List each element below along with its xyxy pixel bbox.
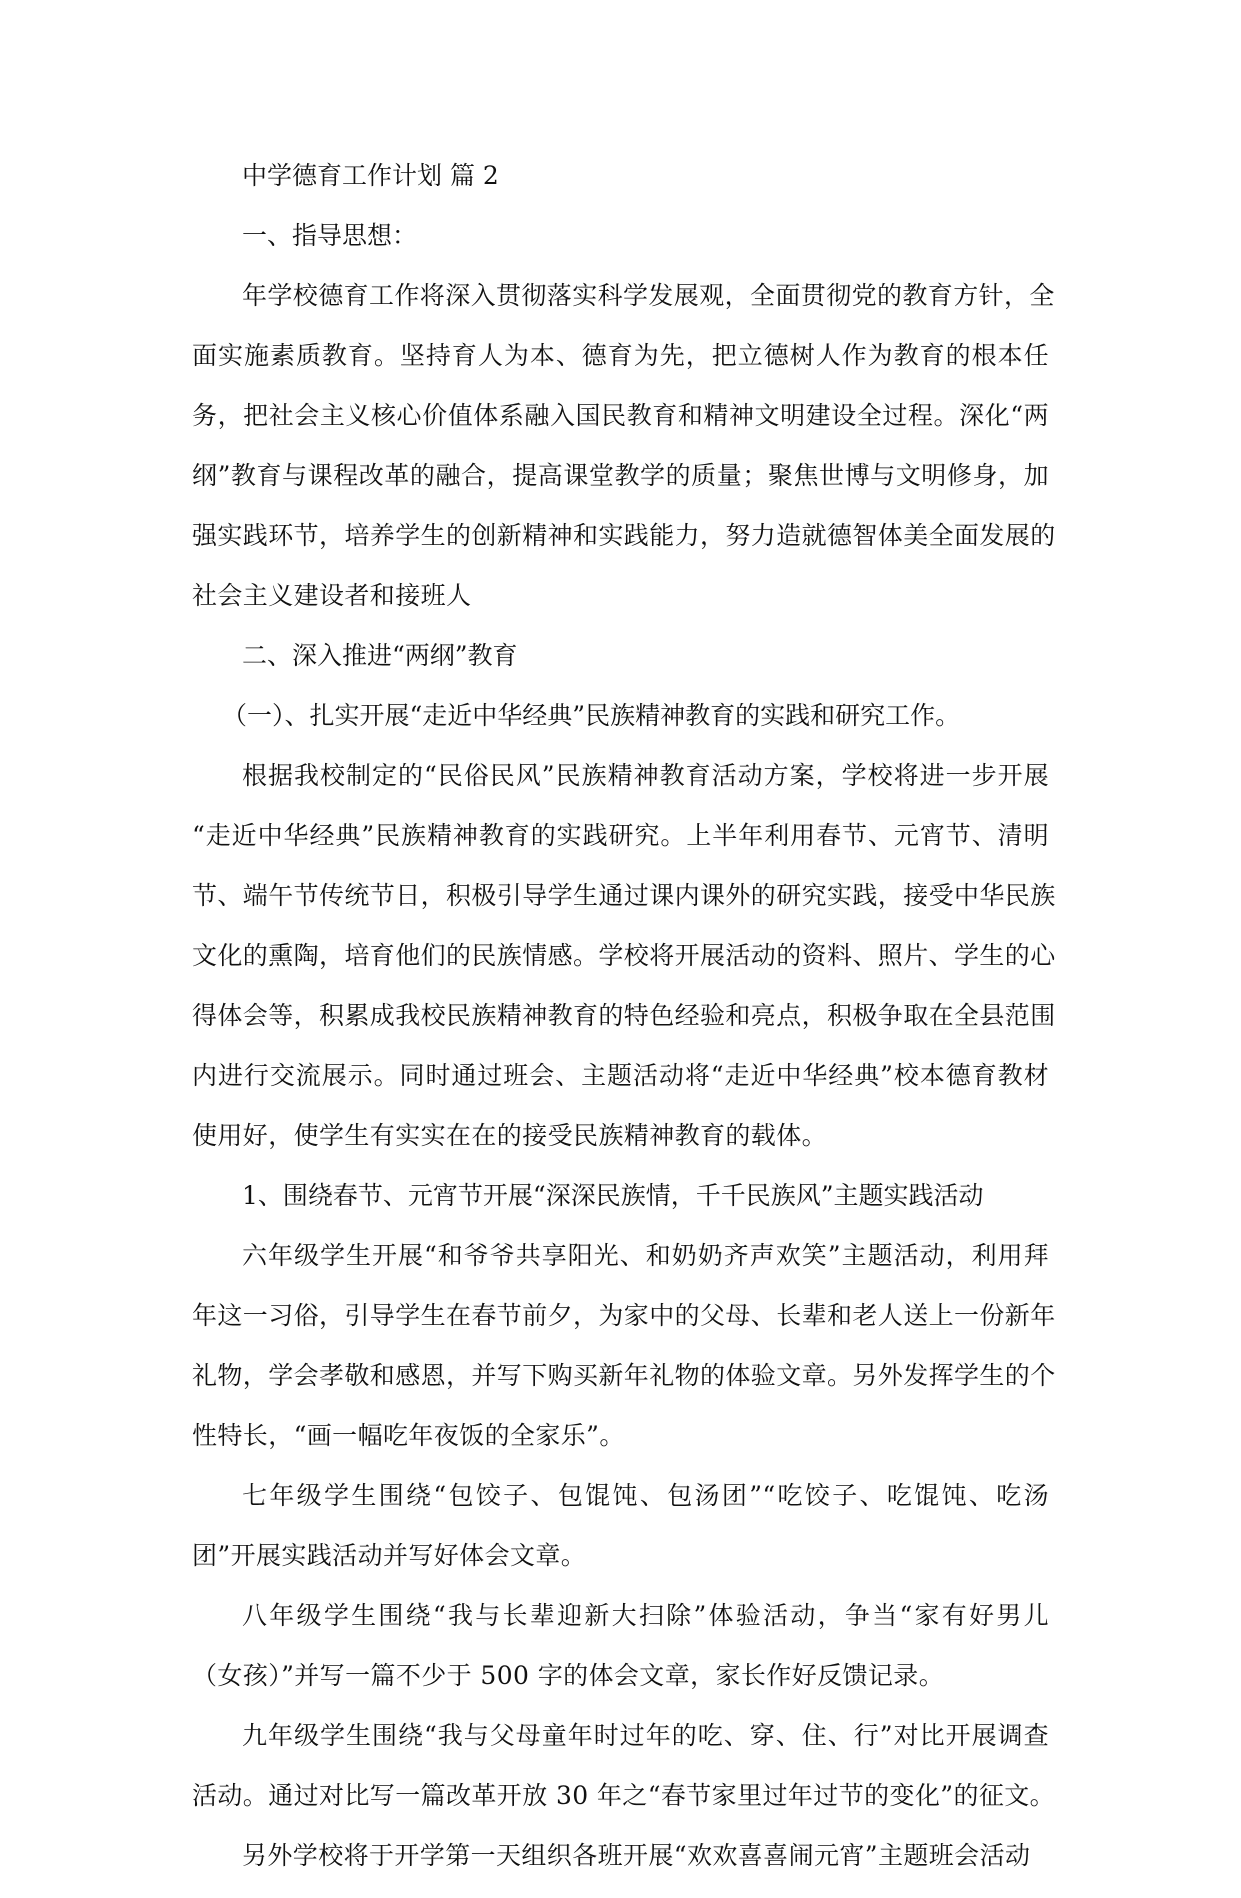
text-line: 根据我校制定的“民俗民风”民族精神教育活动方案，学校将进一步开展 [242,761,1049,790]
text-line: 内进行交流展示。同时通过班会、主题活动将“走近中华经典”校本德育教材 [192,1061,1049,1090]
text-line: 性特长，“画一幅吃年夜饭的全家乐”。 [192,1421,625,1450]
text-line: 九年级学生围绕“我与父母童年时过年的吃、穿、住、行”对比开展调查 [242,1721,1049,1750]
text-line: 面实施素质教育。坚持育人为本、德育为先，把立德树人作为教育的根本任 [192,341,1049,370]
text-line: 八年级学生围绕“我与长辈迎新大扫除”体验活动，争当“家有好男儿 [242,1601,1049,1630]
text-line: 纲”教育与课程改革的融合，提高课堂教学的质量；聚焦世博与文明修身，加 [192,461,1049,490]
text-line: 文化的熏陶，培育他们的民族情感。学校将开展活动的资料、照片、学生的心 [192,941,1056,970]
paragraph-grade-eight [192,1598,1049,1694]
text-line: “走近中华经典”民族精神教育的实践研究。上半年利用春节、元宵节、清明 [192,821,1049,850]
text-line: 另外学校将于开学第一天组织各班开展“欢欢喜喜闹元宵”主题班会活动 [242,1841,1031,1870]
paragraph-grade-seven [192,1478,1049,1574]
section-heading-two-programs: 二、深入推进“两纲”教育 [242,641,518,670]
paragraph-national-spirit [192,758,1056,1154]
subsection-heading-classics: （一）、扎实开展“走近中华经典”民族精神教育的实践和研究工作。 [222,701,961,730]
text-line: 社会主义建设者和接班人 [192,581,472,610]
text-line: 年这一习俗，引导学生在春节前夕，为家中的父母、长辈和老人送上一份新年 [192,1301,1056,1330]
paragraph-lantern-festival [192,1838,1049,1874]
text-line: 六年级学生开展“和爷爷共享阳光、和奶奶齐声欢笑”主题活动，利用拜 [242,1241,1049,1270]
text-line: 节、端午节传统节日，积极引导学生通过课内课外的研究实践，接受中华民族 [192,881,1056,910]
section-heading-guiding-ideology: 一、指导思想： [242,221,418,250]
text-line: 强实践环节，培养学生的创新精神和实践能力，努力造就德智体美全面发展的 [192,521,1056,550]
text-line: 礼物，学会孝敬和感恩，并写下购买新年礼物的体验文章。另外发挥学生的个 [192,1361,1056,1390]
document-title: 中学德育工作计划 篇 2 [242,161,499,190]
text-line: 使用好，使学生有实实在在的接受民族精神教育的载体。 [192,1121,828,1150]
document-body [192,158,1056,1898]
text-line: 务，把社会主义核心价值体系融入国民教育和精神文明建设全过程。深化“两 [192,401,1049,430]
text-line: 活动。通过对比写一篇改革开放 30 年之“春节家里过年过节的变化”的征文。 [192,1781,1056,1810]
text-line: 得体会等，积累成我校民族精神教育的特色经验和亮点，积极争取在全县范围 [192,1001,1056,1030]
text-line: 七年级学生围绕“包饺子、包馄饨、包汤团”“吃饺子、吃馄饨、吃汤 [242,1481,1049,1510]
text-line: （女孩）”并写一篇不少于 500 字的体会文章，家长作好反馈记录。 [192,1661,945,1690]
paragraph-grade-nine [192,1718,1056,1814]
text-line: 年学校德育工作将深入贯彻落实科学发展观，全面贯彻党的教育方针，全 [242,281,1055,310]
paragraph-guiding-ideology [192,278,1056,614]
item-heading-spring-festival: 1、围绕春节、元宵节开展“深深民族情，千千民族风”主题实践活动 [242,1181,984,1210]
text-line: 团”开展实践活动并写好体会文章。 [192,1541,587,1570]
paragraph-grade-six [192,1238,1056,1454]
